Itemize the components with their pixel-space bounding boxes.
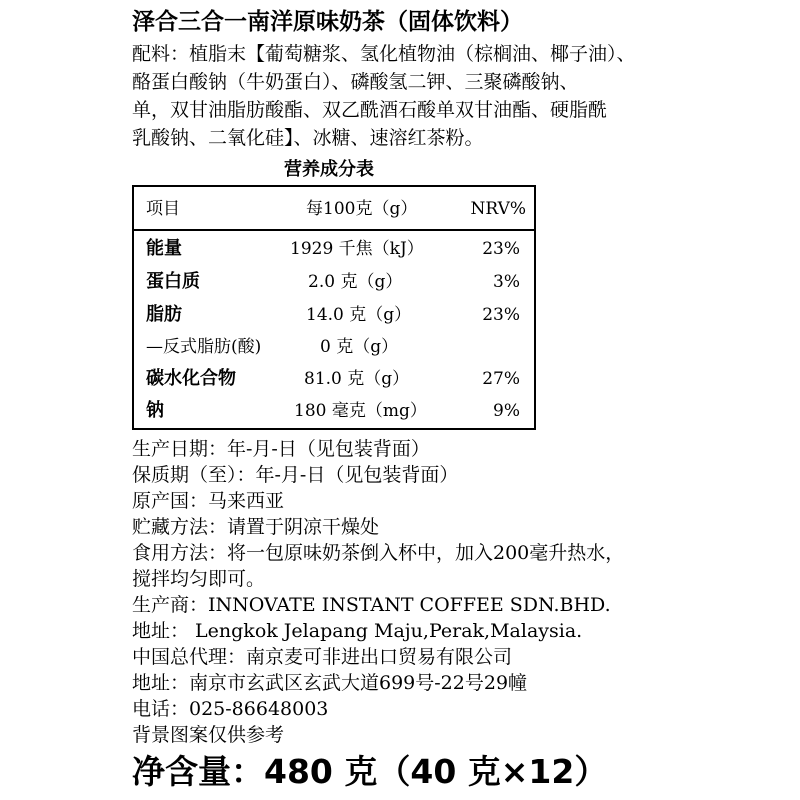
agent-address: 地址：南京市玄武区玄武大道699号-22号29幢 (132, 672, 528, 694)
usage-method: 食用方法：将一包原味奶茶倒入杯中，加入200毫升热水， (132, 542, 625, 564)
nutrient-amount: 2.0 克（g） (308, 272, 403, 292)
nutrient-amount: 81.0 克（g） (304, 369, 410, 389)
manufacturer-address: 地址： Lengkok Jelapang Maju,Perak,Malaysia. (132, 620, 583, 642)
table-divider (134, 229, 534, 231)
nutrition-table-title: 营养成分表 (284, 159, 374, 180)
china-agent: 中国总代理：南京麦可非进出口贸易有限公司 (132, 646, 513, 668)
manufacturer: 生产商：INNOVATE INSTANT COFFEE SDN.BHD. (132, 594, 611, 616)
background-note: 背景图案仅供参考 (132, 724, 285, 746)
nutrient-nrv: 9% (493, 401, 520, 421)
storage-method: 贮藏方法：请置于阴凉干燥处 (132, 516, 380, 538)
nutrient-name: 蛋白质 (146, 271, 200, 292)
usage-method-cont: 搅拌均匀即可。 (132, 568, 266, 590)
nutrient-name: —反式脂肪(酸) (146, 337, 262, 357)
product-info (132, 436, 792, 748)
net-content: 净含量：480 克（40 克×12） (132, 752, 608, 791)
nutrient-name: 能量 (146, 238, 182, 259)
phone: 电话：025-86648003 (132, 698, 329, 720)
header-per-100g: 每100克（g） (306, 199, 418, 219)
nutrient-name: 碳水化合物 (146, 368, 236, 389)
product-title: 泽合三合一南洋原味奶茶（固体饮料） (132, 9, 523, 35)
nutrient-amount: 1929 千焦（kJ） (290, 239, 424, 259)
production-date: 生产日期：年-月-日（见包装背面） (132, 438, 430, 460)
nutrient-amount: 180 毫克（mg） (294, 401, 427, 421)
header-item: 项目 (146, 199, 180, 219)
expiry-date: 保质期（至）：年-月-日（见包装背面） (132, 464, 459, 486)
nutrient-nrv: 23% (482, 305, 520, 325)
nutrient-name: 钠 (146, 400, 164, 421)
nutrient-amount: 14.0 克（g） (306, 305, 412, 325)
nutrition-table (132, 185, 536, 430)
nutrient-nrv: 23% (482, 239, 520, 259)
ingredients-line: 单，双甘油脂肪酸酯、双乙酰酒石酸单双甘油酯、硬脂酰 (132, 99, 608, 121)
ingredients-line: 乳酸钠、二氧化硅】、冰糖、速溶红茶粉。 (132, 127, 484, 149)
header-nrv: NRV% (470, 199, 526, 219)
country-of-origin: 原产国：马来西亚 (132, 490, 285, 512)
nutrient-nrv: 3% (493, 272, 520, 292)
ingredients-line: 酪蛋白酸钠（牛奶蛋白）、磷酸氢二钾、三聚磷酸钠、 (132, 71, 579, 93)
nutrient-name: 脂肪 (146, 304, 182, 325)
nutrient-amount: 0 克（g） (320, 337, 399, 357)
nutrient-nrv: 27% (482, 369, 520, 389)
ingredients-line: 配料：植脂末【葡萄糖浆、氢化植物油（棕榈油、椰子油）、 (132, 43, 636, 65)
ingredients-list (132, 40, 792, 152)
